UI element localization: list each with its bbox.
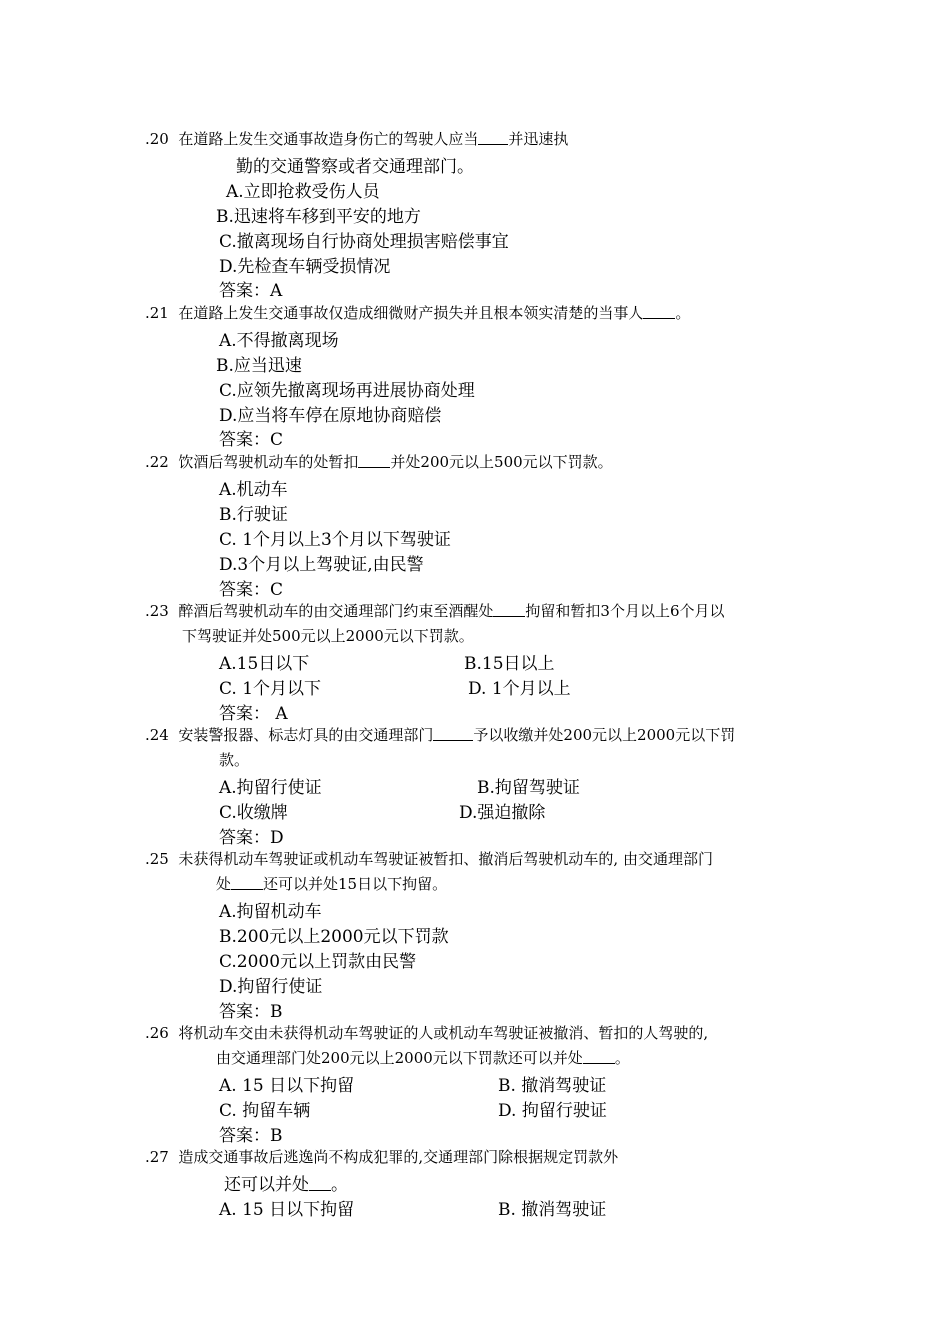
question-stem	[145, 302, 690, 323]
option-a: A.立即抢救受伤人员	[226, 182, 380, 202]
option-b: B.应当迅速	[216, 356, 302, 376]
stem-text: 。	[331, 1175, 348, 1195]
option-c: C.应领先撤离现场再进展协商处理	[219, 381, 475, 401]
stem-text: 并处200元以上500元以下罚款。	[390, 453, 613, 471]
question-number: .20	[145, 130, 169, 148]
option-a: A. 15 日以下拘留	[219, 1200, 355, 1220]
option-c: C.收缴牌	[219, 803, 288, 823]
question-number: .22	[145, 453, 169, 471]
stem-text: 还可以并处15日以下拘留。	[263, 875, 448, 893]
option-c: C. 1个月以下	[219, 679, 322, 699]
stem-continuation	[224, 1170, 348, 1195]
answer: 答案：A	[219, 281, 283, 301]
option-b: B. 撤消驾驶证	[498, 1200, 607, 1220]
stem-continuation	[216, 1047, 630, 1068]
stem-text: 在道路上发生交通事故仅造成细微财产损失并且根本领实清楚的当事人	[178, 304, 644, 322]
answer: 答案： A	[219, 704, 288, 724]
answer-blank	[583, 1049, 615, 1064]
question-number: .23	[145, 602, 169, 620]
question-number: .26	[145, 1024, 169, 1042]
option-a: A.15日以下	[219, 654, 310, 674]
answer-blank	[478, 130, 508, 145]
question-number: .21	[145, 304, 169, 322]
stem-continuation	[216, 873, 447, 894]
option-b: B.拘留驾驶证	[477, 778, 580, 798]
question-stem	[145, 451, 613, 472]
question-stem	[145, 724, 735, 745]
stem-text: 醉酒后驾驶机动车的由交通理部门约束至酒醒处	[178, 602, 494, 620]
option-a: A.拘留行使证	[219, 778, 322, 798]
stem-text: 未获得机动车驾驶证或机动车驾驶证被暂扣、撤消后驾驶机动车的, 由交通理部门	[178, 850, 713, 868]
stem-continuation: 款。	[219, 751, 250, 769]
option-b: B. 撤消驾驶证	[498, 1076, 607, 1096]
option-a: A.机动车	[219, 480, 288, 500]
question-stem	[145, 1022, 708, 1043]
answer: 答案：C	[219, 580, 284, 600]
option-d: D.强迫撤除	[459, 803, 546, 823]
answer-blank	[433, 726, 473, 741]
question-stem	[145, 128, 568, 149]
option-c: C.2000元以上罚款由民警	[219, 952, 417, 972]
question-stem	[145, 1146, 618, 1167]
option-c: C. 拘留车辆	[219, 1101, 311, 1121]
option-d: D.应当将车停在原地协商赔偿	[219, 406, 442, 426]
stem-text: 拘留和暂扣3个月以上6个月以	[525, 602, 725, 620]
stem-text: 在道路上发生交通事故造身伤亡的驾驶人应当	[178, 130, 479, 148]
option-b: B.15日以上	[464, 654, 555, 674]
option-d: D.拘留行使证	[219, 977, 323, 997]
stem-text: 将机动车交由未获得机动车驾驶证的人或机动车驾驶证被撤消、暂扣的人驾驶的,	[178, 1024, 709, 1042]
option-a: A.不得撤离现场	[219, 331, 339, 351]
option-a: A.拘留机动车	[219, 902, 322, 922]
answer: 答案：B	[219, 1126, 283, 1146]
option-c: C. 1个月以上3个月以下驾驶证	[219, 530, 451, 550]
answer: 答案：C	[219, 430, 284, 450]
answer: 答案：B	[219, 1002, 283, 1022]
stem-text: 。	[614, 1049, 630, 1067]
question-stem	[145, 600, 725, 621]
answer-blank	[231, 875, 263, 890]
answer-blank	[309, 1176, 331, 1191]
option-b: B.迅速将车移到平安的地方	[216, 207, 421, 227]
option-b: B.行驶证	[219, 505, 288, 525]
question-stem	[145, 848, 713, 869]
option-d: D.3个月以上驾驶证,由民警	[219, 555, 424, 575]
stem-text: 予以收缴并处200元以上2000元以下罚	[473, 726, 736, 744]
answer-blank	[358, 453, 390, 468]
stem-text: 并迅速执	[508, 130, 569, 148]
option-d: D.先检查车辆受损情况	[219, 257, 391, 277]
stem-text: 造成交通事故后逃逸尚不构成犯罪的,交通理部门除根据规定罚款外	[178, 1148, 619, 1166]
option-a: A. 15 日以下拘留	[219, 1076, 355, 1096]
answer: 答案：D	[219, 828, 284, 848]
option-c: C.撤离现场自行协商处理损害赔偿事宜	[219, 232, 509, 252]
question-number: .25	[145, 850, 169, 868]
option-d: D. 拘留行驶证	[498, 1101, 607, 1121]
question-number: .24	[145, 726, 169, 744]
question-number: .27	[145, 1148, 169, 1166]
stem-continuation: 下驾驶证并处500元以上2000元以下罚款。	[182, 627, 474, 645]
stem-text: 。	[675, 304, 691, 322]
stem-continuation: 勤的交通警察或者交通理部门。	[236, 157, 474, 177]
stem-text: 饮酒后驾驶机动车的处暂扣	[178, 453, 359, 471]
answer-blank	[493, 602, 525, 617]
answer-blank	[643, 304, 675, 319]
option-d: D. 1个月以上	[468, 679, 571, 699]
stem-text: 安装警报器、标志灯具的由交通理部门	[178, 726, 434, 744]
option-b: B.200元以上2000元以下罚款	[219, 927, 449, 947]
stem-text: 由交通理部门处200元以上2000元以下罚款还可以并处	[216, 1049, 583, 1067]
stem-text: 还可以并处	[224, 1175, 309, 1195]
stem-text: 处	[216, 875, 232, 893]
